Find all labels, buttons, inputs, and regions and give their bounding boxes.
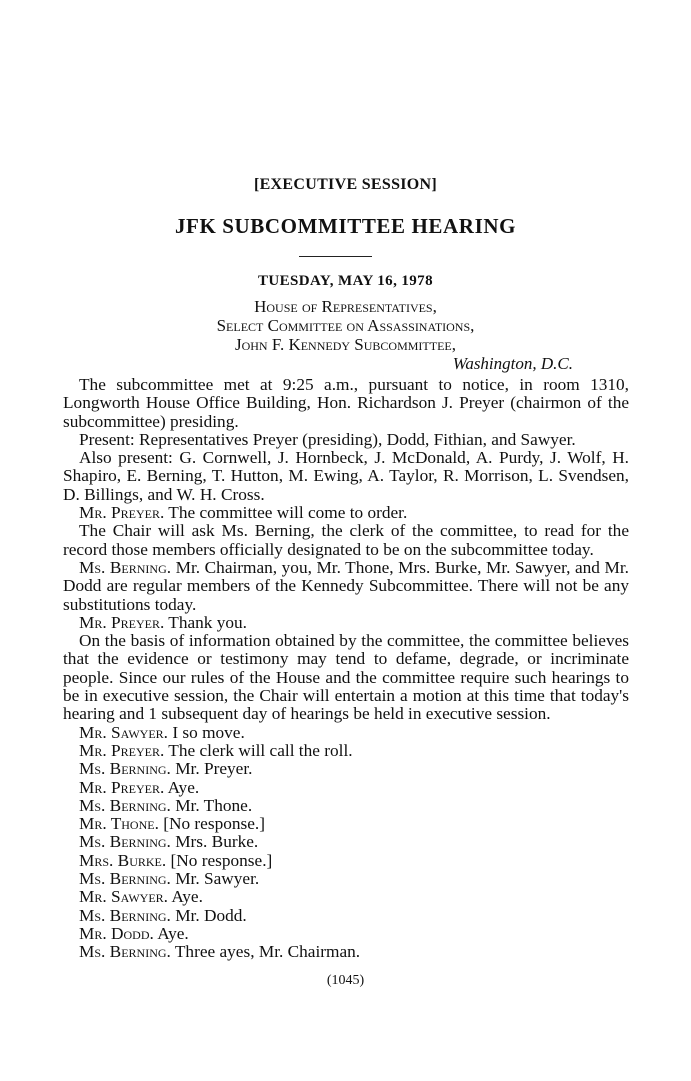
session-label: [EXECUTIVE SESSION] — [253, 176, 438, 193]
paragraph-text: Mr. Thone. — [175, 795, 253, 815]
affiliation-line-committee: Select Committee on Assassinations, — [216, 316, 475, 335]
paragraph-text: Three ayes, Mr. Chairman. — [174, 942, 361, 962]
paragraph-text: The Chair will ask Ms. Berning, the clerk of the committee, to read for the record those members officially designated to be on the subcommittee today. — [63, 521, 629, 559]
transcript-paragraph — [63, 614, 629, 632]
paragraph-text: Also present: G. Cornwell, J. Hornbeck, J. McDonald, A. Purdy, J. Wolf, H. Shapiro, E. Berning, T. Hutton, M. Ewing, A. Taylor, R. Morrison, L. Svendsen, D. Billings, and W. H. Cross. — [63, 448, 629, 504]
paragraph-text: [No response.] — [163, 814, 265, 834]
paragraph-text: Present: Representatives Preyer (presiding), Dodd, Fithian, and Sawyer. — [79, 429, 576, 449]
transcript-paragraph — [63, 943, 629, 961]
paragraph-text: The subcommittee met at 9:25 a.m., pursuant to notice, in room 1310, Longworth House Office Building, Hon. Richardson J. Preyer (chairmon of the subcommittee) presiding. — [63, 375, 629, 431]
speaker-name: Mr. Preyer. — [79, 777, 165, 797]
speaker-name: Ms. Berning. — [79, 832, 171, 852]
paragraph-text: Mr. Dodd. — [175, 905, 247, 925]
speaker-name: Ms. Berning. — [79, 557, 172, 577]
transcript-paragraph — [63, 449, 629, 504]
transcript-paragraph — [63, 559, 629, 614]
transcript-paragraph — [63, 815, 629, 833]
hearing-title: JFK SUBCOMMITTEE HEARING — [174, 214, 517, 238]
transcript-paragraph — [63, 522, 629, 559]
transcript-paragraph — [63, 779, 629, 797]
paragraph-text: Thank you. — [168, 612, 248, 632]
transcript-paragraph — [63, 504, 629, 522]
transcript-paragraph — [63, 925, 629, 943]
hearing-place: Washington, D.C. — [452, 354, 573, 373]
speaker-name: Ms. Berning. — [79, 942, 171, 962]
speaker-name: Mr. Thone. — [79, 814, 159, 834]
transcript-paragraph — [63, 376, 629, 431]
transcript-body — [63, 376, 629, 962]
transcript-paragraph — [63, 760, 629, 778]
speaker-name: Ms. Berning. — [79, 759, 171, 779]
paragraph-text: The committee will come to order. — [168, 503, 408, 523]
speaker-name: Mr. Sawyer. — [79, 887, 168, 907]
speaker-name: Ms. Berning. — [79, 905, 171, 925]
paragraph-text: I so move. — [172, 722, 245, 742]
transcript-paragraph — [63, 797, 629, 815]
transcript-paragraph — [63, 870, 629, 888]
transcript-paragraph — [63, 833, 629, 851]
paragraph-text: Mr. Preyer. — [175, 759, 253, 779]
speaker-name: Ms. Berning. — [79, 869, 171, 889]
speaker-name: Mr. Preyer. — [79, 612, 165, 632]
paragraph-text: Mr. Chairman, you, Mr. Thone, Mrs. Burke, Mr. Sawyer, and Mr. Dodd are regular members of the Kennedy Subcommittee. There will not be any substitutions today. — [63, 557, 629, 614]
paragraph-text: Aye. — [171, 887, 203, 907]
paragraph-text: Aye. — [157, 923, 189, 943]
transcript-paragraph — [63, 907, 629, 925]
transcript-paragraph — [63, 431, 629, 449]
paragraph-text: On the basis of information obtained by the committee, the committee believes that the evidence or testimony may tend to defame, degrade, or incriminate people. Since our rules of the House and the committee require such hearings to be in executive session, the Chair will entertain a motion at this time that today's hearing and 1 subsequent day of hearings be held in executive session. — [63, 631, 629, 724]
speaker-name: Mr. Sawyer. — [79, 722, 168, 742]
transcript-paragraph — [63, 888, 629, 906]
speaker-name: Mrs. Burke. — [79, 850, 167, 870]
transcript-paragraph — [63, 742, 629, 760]
speaker-name: Mr. Preyer. — [79, 740, 165, 760]
speaker-name: Mr. Preyer. — [79, 503, 165, 523]
hearing-date: TUESDAY, MAY 16, 1978 — [258, 273, 433, 289]
transcript-paragraph — [63, 632, 629, 723]
paragraph-text: [No response.] — [170, 850, 273, 870]
title-divider — [299, 256, 372, 257]
affiliation-block — [0, 297, 691, 354]
speaker-name: Ms. Berning. — [79, 795, 171, 815]
affiliation-line-house: House of Representatives, — [254, 297, 437, 316]
paragraph-text: The clerk will call the roll. — [168, 740, 353, 760]
affiliation-line-subcommittee: John F. Kennedy Subcommittee, — [234, 335, 456, 354]
paragraph-text: Mrs. Burke. — [175, 832, 259, 852]
page-number: (1045) — [326, 973, 365, 988]
transcript-paragraph — [63, 852, 629, 870]
transcript-paragraph — [63, 724, 629, 742]
paragraph-text: Aye. — [167, 777, 200, 797]
paragraph-text: Mr. Sawyer. — [175, 869, 260, 889]
speaker-name: Mr. Dodd. — [79, 923, 154, 943]
